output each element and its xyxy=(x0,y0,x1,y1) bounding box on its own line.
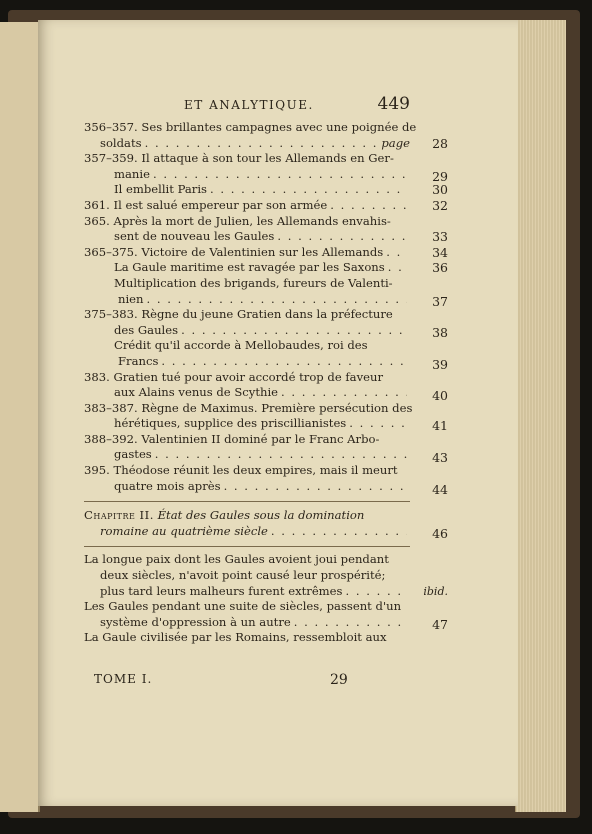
toc-entry xyxy=(84,275,448,309)
page-ref: 43 xyxy=(432,450,448,466)
toc-entry xyxy=(84,338,448,372)
facing-page-edge xyxy=(0,22,40,812)
entry-text: Francs xyxy=(118,353,159,368)
entry-text: 361. Il est salué empereur par son armée xyxy=(84,197,328,212)
entry-text: Crédit qu'il accorde à Mellobaudes, roi des xyxy=(114,338,368,353)
page-ref: 46 xyxy=(432,525,448,541)
chapter-title: État des Gaules sous la domination xyxy=(157,508,365,523)
running-header xyxy=(38,96,518,120)
running-title: ET ANALYTIQUE. xyxy=(184,98,314,112)
page-ref: 33 xyxy=(432,229,448,245)
page-ref: ibid. xyxy=(423,584,448,598)
entry-text: Il embellit Paris xyxy=(114,182,207,197)
page-ref: 39 xyxy=(432,356,448,372)
toc-entry xyxy=(84,307,448,340)
page-ref: 29 xyxy=(432,168,448,184)
entry-text: plus tard leurs malheurs furent extrêmes xyxy=(100,583,343,598)
summary-entry xyxy=(84,599,448,632)
entry-text: aux Alains venus de Scythie xyxy=(114,385,279,400)
entry-text: quatre mois après xyxy=(114,478,221,493)
toc-entry xyxy=(84,151,448,184)
entry-text: Multiplication des brigands, fureurs de Valenti- xyxy=(114,275,393,290)
entry-text: 356–357. Ses brillantes campagnes avec une poignée de xyxy=(84,120,417,134)
page-footer xyxy=(94,672,394,690)
volume-label: TOME I. xyxy=(94,672,153,686)
entry-text: deux siècles, n'avoit point causé leur prospérité; xyxy=(100,568,386,583)
entry-text: nien xyxy=(118,291,144,306)
entry-text: système d'oppression à un autre xyxy=(100,614,291,629)
page-ref: 38 xyxy=(432,324,448,340)
page-ref: 32 xyxy=(432,197,448,213)
entry-text: Les Gaules pendant une suite de siècles, passent d'un xyxy=(84,599,402,614)
entry-text: sent de nouveau les Gaules xyxy=(114,229,275,244)
entry-text: La Gaule maritime est ravagée par les Saxons xyxy=(114,260,385,275)
entry-text: 357–359. Il attaque à son tour les Allemands en Ger- xyxy=(84,151,394,166)
page-ref: 34 xyxy=(432,244,448,260)
entry-text: 375–383. Règne du jeune Gratien dans la préfecture xyxy=(84,307,393,322)
toc-entry xyxy=(84,463,448,497)
toc-entry xyxy=(84,260,448,276)
toc-entry xyxy=(84,400,448,434)
chapter-heading xyxy=(84,501,448,541)
page-word: page xyxy=(381,135,410,150)
summary-entry xyxy=(84,630,410,646)
table-of-contents xyxy=(84,120,448,646)
book-page xyxy=(38,20,518,806)
entry-text: La Gaule civilisée par les Romains, ressembloit aux xyxy=(84,630,387,645)
toc-entry xyxy=(84,244,448,261)
toc-entry xyxy=(84,182,448,198)
entry-text: manie xyxy=(114,166,150,181)
entry-text: 383–387. Règne de Maximus. Première persécution des xyxy=(84,400,413,415)
toc-entry xyxy=(84,369,448,404)
page-ref: 28 xyxy=(432,135,448,151)
chapter-title: romaine au quatrième siècle xyxy=(100,523,268,538)
entry-text: 365. Après la mort de Julien, les Allemands envahis- xyxy=(84,213,391,228)
page-ref: 44 xyxy=(432,481,448,497)
signature-mark: 29 xyxy=(330,672,348,688)
entry-text: 383. Gratien tué pour avoir accordé trop de faveur xyxy=(84,369,384,384)
page-ref: 40 xyxy=(432,388,448,404)
page-stack-edge xyxy=(515,20,566,812)
entry-text: La longue paix dont les Gaules avoient joui pendant xyxy=(84,552,389,567)
entry-text: des Gaules xyxy=(114,322,179,337)
toc-entry xyxy=(84,120,448,151)
entry-text: soldats xyxy=(100,135,142,150)
entry-text: 388–392. Valentinien II dominé par le Franc Arbo- xyxy=(84,431,380,446)
entry-text: 365–375. Victoire de Valentinien sur les Allemands xyxy=(84,244,384,259)
entry-text: gastes xyxy=(114,447,152,462)
page-ref: 37 xyxy=(432,293,448,309)
page-number: 449 xyxy=(377,94,410,114)
chapter-label: Chapitre II. xyxy=(84,508,154,523)
toc-entry xyxy=(84,431,448,466)
page-ref: 47 xyxy=(432,616,448,632)
page-ref: 41 xyxy=(432,418,448,434)
page-ref: 36 xyxy=(432,260,448,276)
toc-entry xyxy=(84,197,448,214)
entry-text: hérétiques, supplice des priscillianistes xyxy=(114,416,347,431)
summary-entry xyxy=(84,546,448,599)
entry-text: 395. Théodose réunit les deux empires, mais il meurt xyxy=(84,463,398,478)
toc-entry xyxy=(84,213,448,245)
page-ref: 30 xyxy=(432,182,448,198)
